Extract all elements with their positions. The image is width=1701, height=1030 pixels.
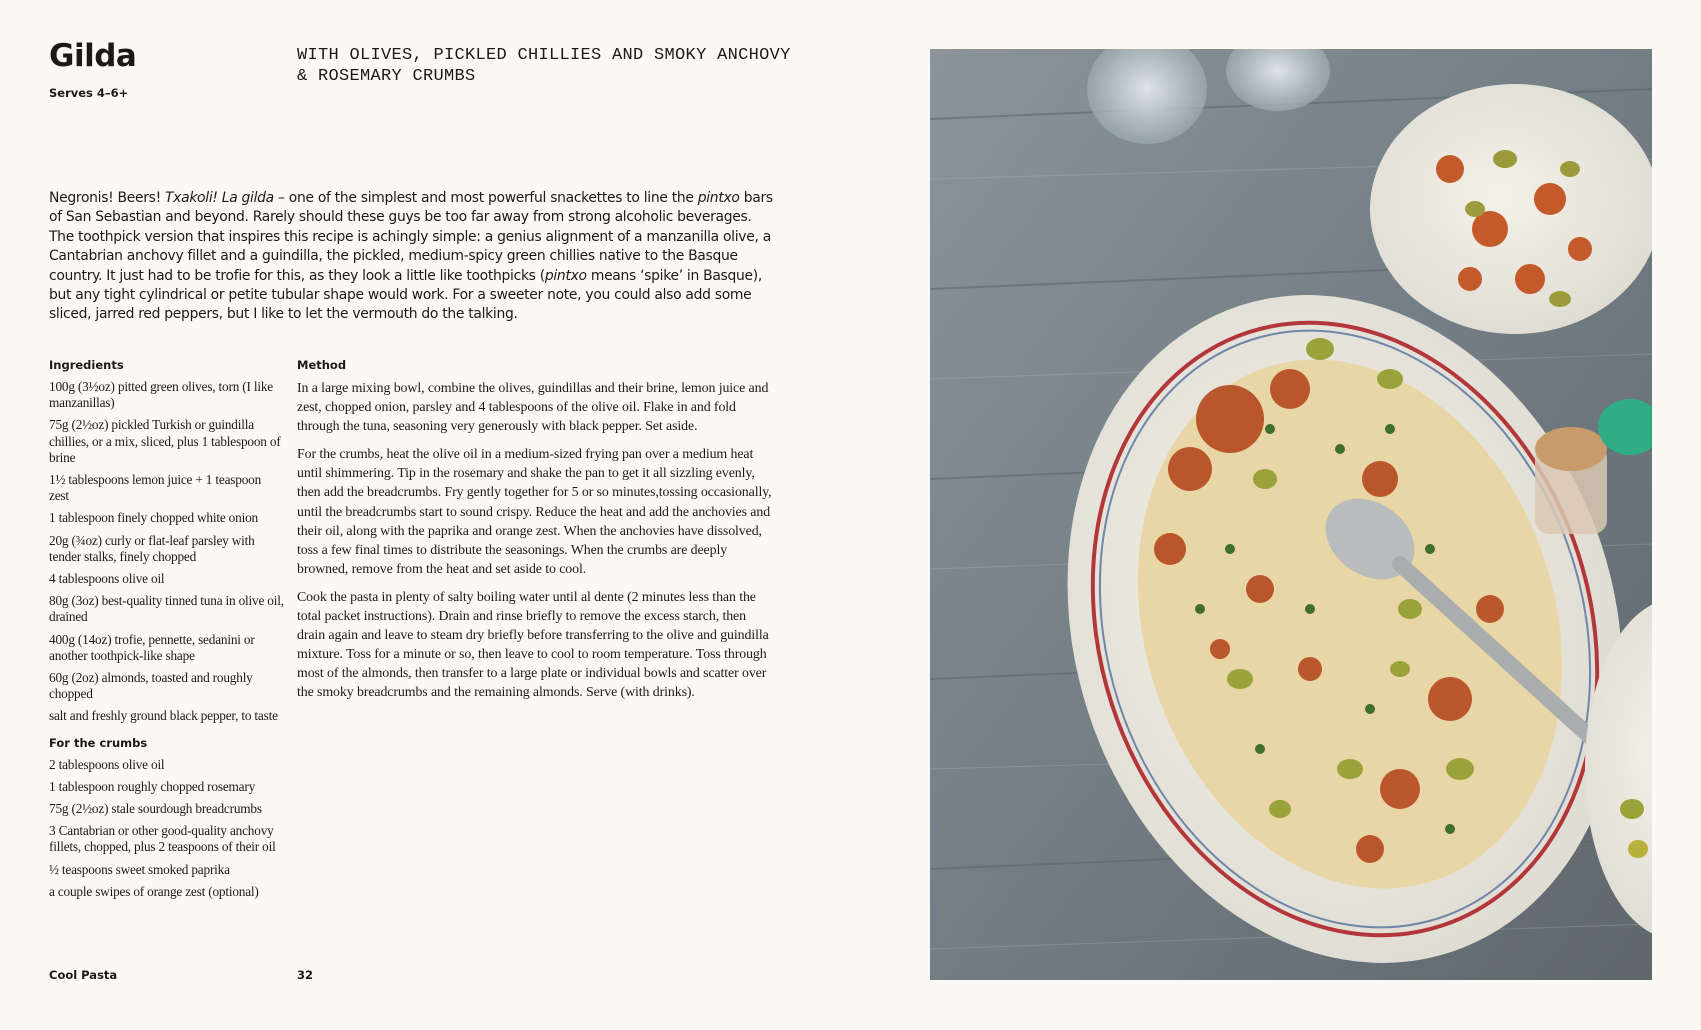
intro-italic-run: pintxo [544, 267, 587, 284]
ingredients-heading: Ingredients [49, 358, 124, 372]
intro-text-run: bars of San Sebastian and beyond. Rarely should these guys be too far away from strong alcoholic beverages. The toothpick version that inspires this recipe is achingly simple: a genius alignment of a manzanilla olive, a Cantabrian anchovy fillet and a guindilla, the pickled, medium-spicy green chillies native to the Basque country. It just had to be trofie for this, as they look a little like toothpicks ( [49, 190, 773, 284]
crumbs-heading: For the crumbs [49, 735, 148, 750]
ingredient-item: 1½ tablespoons lemon juice + 1 teaspoon zest [49, 472, 262, 504]
method-step: In a large mixing bowl, combine the olives, guindillas and their brine, lemon juice and zest, chopped onion, parsley and 4 tablespoons of the olive oil. Flake in and fold through the tuna, seasoning very generously with black pepper. Set aside. [297, 381, 769, 435]
crumbs-item: 1 tablespoon roughly chopped rosemary [49, 778, 256, 794]
footer-book-title: Cool Pasta [49, 968, 118, 982]
crumbs-list [49, 757, 284, 900]
crumbs-item: 2 tablespoons olive oil [49, 756, 165, 772]
intro-text-run: means ‘spike’ in Basque), but any tight cylindrical or petite tubular shape would work. For a sweeter note, you could also add some sliced, jarred red peppers, but I like to let the vermouth do the talking. [49, 267, 762, 323]
serves-label: Serves 4–6+ [49, 86, 129, 100]
ingredients-list [49, 379, 284, 725]
recipe-subtitle: WITH OLIVES, PICKLED CHILLIES AND SMOKY ANCHOVY & ROSEMARY CRUMBS [297, 46, 791, 86]
ingredient-item: salt and freshly ground black pepper, to taste [49, 708, 278, 724]
ingredient-item: 60g (2oz) almonds, toasted and roughly chopped [49, 670, 253, 702]
crumbs-item: 3 Cantabrian or other good-quality anchovy fillets, chopped, plus 2 teaspoons of their oil [49, 823, 276, 855]
intro-text-run: Negronis! Beers! [49, 190, 165, 206]
recipe-title: Gilda [49, 38, 137, 74]
intro-paragraph [49, 189, 775, 325]
ingredient-item: 80g (3oz) best-quality tinned tuna in olive oil, drained [49, 593, 284, 625]
method-section [297, 358, 772, 712]
intro-italic-run: Txakoli! La gilda [165, 190, 274, 206]
ingredient-item: 20g (¾oz) curly or flat-leaf parsley with tender stalks, finely chopped [49, 532, 255, 564]
intro-italic-run: pintxo [697, 190, 740, 206]
method-step: Cook the pasta in plenty of salty boiling water until al dente (2 minutes less than the total packet instructions). Drain and rinse briefly to remove the excess starch, then drain again and leave to steam dry briefly before transferring to the olive and guindilla mixture. Toss for a minute or so, then leave to cool to room temperature. Toss through most of the almonds, then transfer to a large plate or individual bowls and scatter over the smoky breadcrumbs and the remaining almonds. Serve (with drinks). [297, 589, 769, 701]
ingredient-item: 75g (2½oz) pickled Turkish or guindilla chillies, or a mix, sliced, plus 1 tablespoon of brine [49, 417, 281, 465]
page-number: 32 [297, 968, 314, 982]
intro-text-run: – one of the simplest and most powerful snackettes to line the [273, 190, 698, 206]
crumbs-item: ½ teaspoons sweet smoked paprika [49, 861, 230, 877]
method-step: For the crumbs, heat the olive oil in a medium-sized frying pan over a medium heat until shimmering. Tip in the rosemary and shake the pan to get it all sizzling evenly, then add the breadcrumbs. Fry gently together for 5 or so minutes,tossing occasionally, until the breadcrumbs start to sound crispy. Reduce the heat and add the anchovies and their oil, along with the paprika and orange zest. When the anchovies have dissolved, toss a few final times to distribute the seasonings. When the crumbs are deeply browned, remove from the heat and set aside to cool. [297, 447, 772, 577]
method-heading: Method [297, 358, 347, 372]
ingredient-item: 400g (14oz) trofie, pennette, sedanini or another toothpick-like shape [49, 631, 255, 663]
ingredient-item: 4 tablespoons olive oil [49, 571, 165, 587]
ingredient-item: 1 tablespoon finely chopped white onion [49, 510, 258, 526]
ingredient-item: 100g (3½oz) pitted green olives, torn (I like manzanillas) [49, 379, 274, 411]
ingredients-section [49, 358, 284, 906]
crumbs-item: a couple swipes of orange zest (optional) [49, 883, 259, 899]
side-plate [1370, 84, 1652, 334]
recipe-photo [930, 49, 1652, 980]
crumbs-item: 75g (2½oz) stale sourdough breadcrumbs [49, 801, 262, 817]
